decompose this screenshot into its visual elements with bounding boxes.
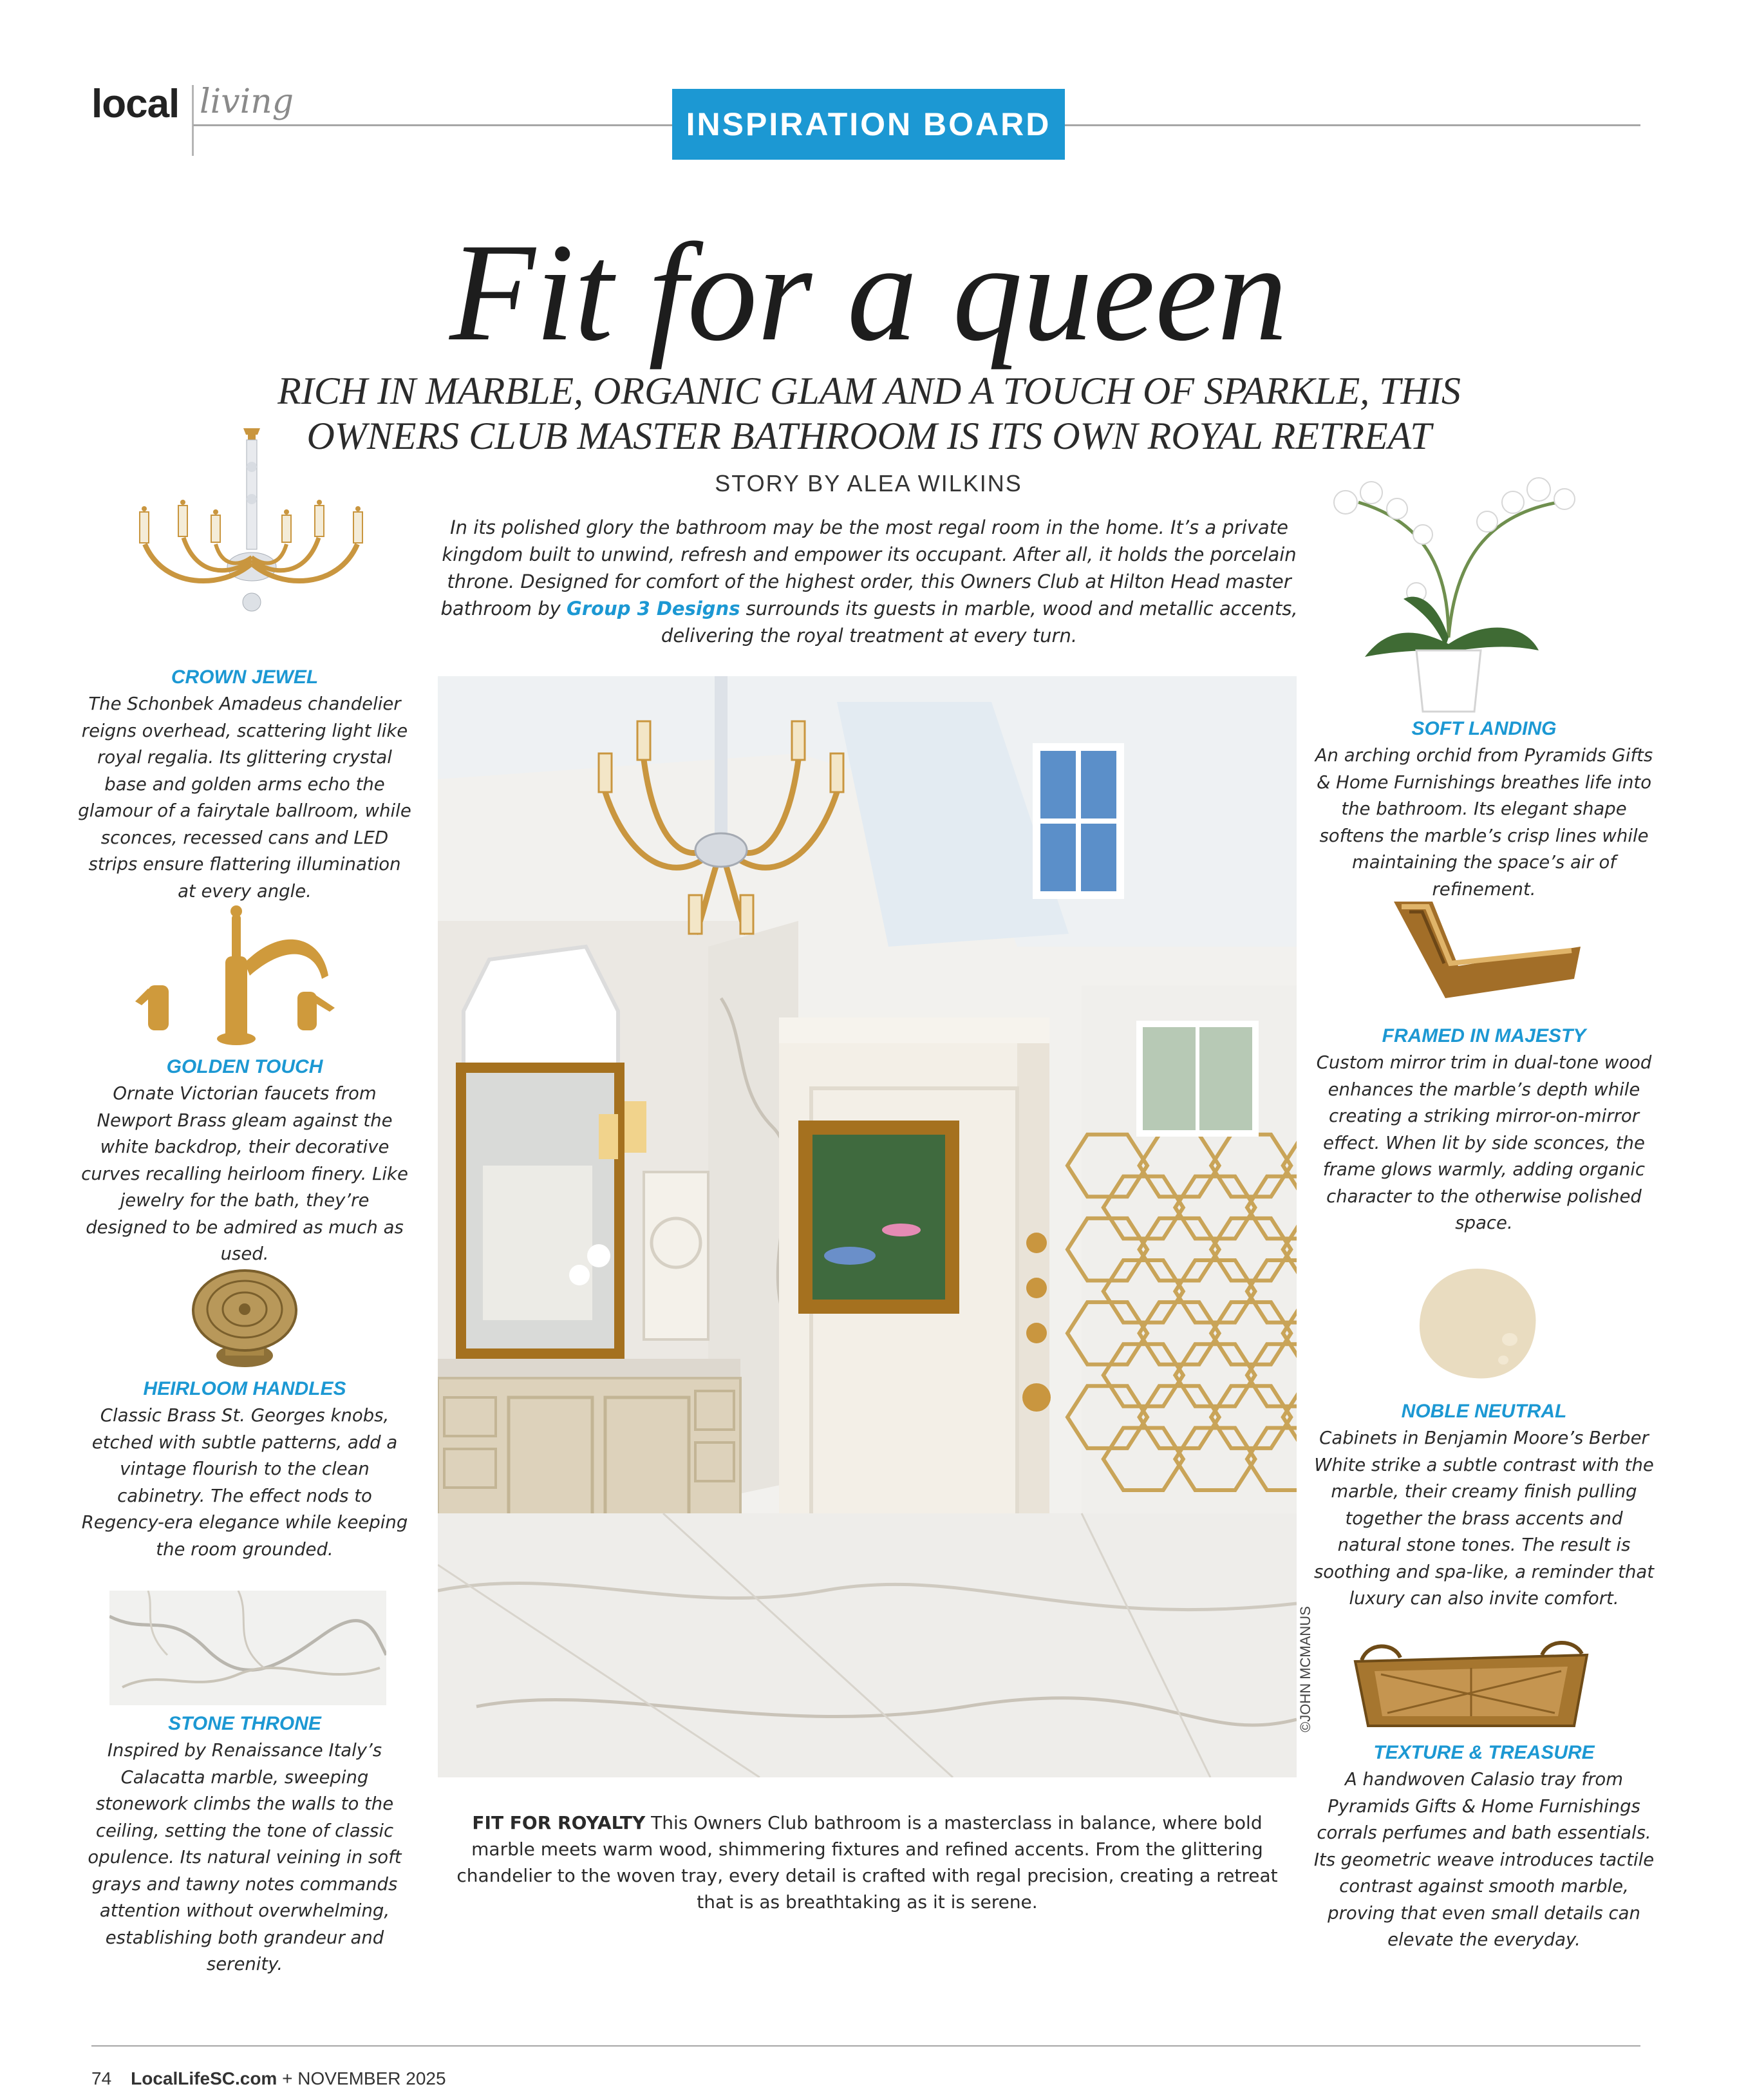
caption-framed-in-majesty <box>1313 1025 1655 1237</box>
headline: Fit for a queen <box>449 215 1288 370</box>
caption-title: NOBLE NEUTRAL <box>1401 1401 1567 1422</box>
deck-line-1: RICH IN MARBLE, ORGANIC GLAM AND A TOUCH OF SPARKLE, THIS <box>277 370 1461 412</box>
caption-body: Cabinets in Benjamin Moore’s Berber White strike a subtle contrast with the marble, their creamy finish pulling together the brass accents and natural stone tones. The result is soothing and spa-like, a reminder that luxury can also invite comfort. <box>1313 1428 1655 1609</box>
site-link[interactable]: LocalLifeSC.com <box>131 2068 277 2088</box>
caption-texture-treasure <box>1313 1742 1655 1954</box>
caption-body: The Schonbek Amadeus chandelier reigns overhead, scattering light like royal regalia. Its glittering crystal base and golden arms echo the glamour of a fairytale ballroom, while sconces, recessed cans and LED strips ensure flattering illumination at every angle. <box>78 694 411 902</box>
deck-line-2: OWNERS CLUB MASTER BATHROOM IS ITS OWN ROYAL RETREAT <box>306 415 1432 457</box>
knob-product-image <box>187 1265 303 1375</box>
intro-text-1: In its polished glory the bathroom may be the most regal room in the home. It’s a private kingdom built to unwind, refresh and empower its occupant. After all, it holds the porcelain throne. Designed for comfort of the highest order, this Owners Club at Hilton Head master bathroom by <box>440 516 1297 620</box>
photo-caption-lead: FIT FOR ROYALTY <box>472 1812 646 1833</box>
frame-molding-image <box>1394 902 1581 1005</box>
caption-title: STONE THRONE <box>168 1713 321 1734</box>
paint-swatch-image <box>1413 1262 1542 1385</box>
byline: STORY BY ALEA WILKINS <box>715 470 1022 497</box>
caption-title: GOLDEN TOUCH <box>166 1056 323 1077</box>
caption-soft-landing <box>1313 718 1655 903</box>
section-tag: INSPIRATION BOARD <box>672 89 1065 160</box>
logo-local: local <box>91 82 180 126</box>
photo-caption-body: This Owners Club bathroom is a masterclass in balance, where bold marble meets warm wood, shimmering fixtures and refined accents. From the glittering chandelier to the woven tray, every detail is crafted with regal precision, creating a retreat that is as breathtaking as it is serene. <box>456 1812 1278 1913</box>
logo-divider <box>192 85 194 156</box>
caption-title: HEIRLOOM HANDLES <box>143 1378 346 1399</box>
photo-caption <box>438 1810 1297 1915</box>
chandelier-product-image <box>126 428 377 660</box>
issue-date: + NOVEMBER 2025 <box>277 2068 446 2088</box>
caption-golden-touch <box>77 1056 412 1268</box>
caption-body: An arching orchid from Pyramids Gifts & Home Furnishings breathes life into the bathroom. Its elegant shape softens the marble’s crisp lines while maintaining the space’s air of refinement. <box>1315 745 1653 900</box>
footer <box>91 2068 446 2089</box>
caption-crown-jewel <box>77 667 412 905</box>
caption-body: A handwoven Calasio tray from Pyramids Gifts & Home Furnishings corrals perfumes and bath essentials. Its geometric weave introduces tactile contrast against smooth marble, proving that even small details can elevate the everyday. <box>1313 1769 1655 1950</box>
woven-tray-image <box>1342 1636 1600 1732</box>
caption-heirloom-handles <box>77 1378 412 1563</box>
page-number: 74 <box>91 2068 112 2088</box>
caption-body: Ornate Victorian faucets from Newport Brass gleam against the white backdrop, their decorative curves recalling heirloom finery. Like jewelry for the bath, they’re designed to be admired as much as used. <box>81 1083 408 1264</box>
caption-title: CROWN JEWEL <box>171 667 319 688</box>
caption-stone-throne <box>77 1713 412 1978</box>
intro-paragraph <box>412 514 1326 649</box>
deck <box>212 368 1526 459</box>
marble-swatch-image <box>109 1591 386 1705</box>
photo-credit: ©JOHN MCMANUS <box>1297 1606 1313 1732</box>
logo-living: living <box>200 82 294 121</box>
orchid-product-image <box>1320 464 1577 715</box>
caption-noble-neutral <box>1313 1401 1655 1613</box>
caption-title: TEXTURE & TREASURE <box>1373 1742 1595 1763</box>
caption-title: FRAMED IN MAJESTY <box>1382 1025 1586 1046</box>
faucet-product-image <box>135 898 348 1046</box>
caption-body: Classic Brass St. Georges knobs, etched with subtle patterns, add a vintage flourish to the clean cabinetry. The effect nods to Regency-era elegance while keeping the room grounded. <box>81 1405 408 1560</box>
designer-link[interactable]: Group 3 Designs <box>567 598 740 620</box>
footer-rule <box>91 2045 1640 2047</box>
caption-body: Custom mirror trim in dual-tone wood enhances the marble’s depth while creating a striking mirror-on-mirror effect. When lit by side sconces, the frame glows warmly, adding organic character to the otherwise polished space. <box>1316 1052 1652 1233</box>
bathroom-photo <box>438 676 1297 1777</box>
caption-body: Inspired by Renaissance Italy’s Calacatta marble, sweeping stonework climbs the walls to the ceiling, setting the tone of classic opulence. Its natural veining in soft grays and tawny notes commands attention without overwhelming, establishing both grandeur and serenity. <box>88 1740 402 1974</box>
intro-text-2: surrounds its guests in marble, wood and metallic accents, delivering the royal treatment at every turn. <box>661 598 1298 647</box>
caption-title: SOFT LANDING <box>1411 718 1557 739</box>
